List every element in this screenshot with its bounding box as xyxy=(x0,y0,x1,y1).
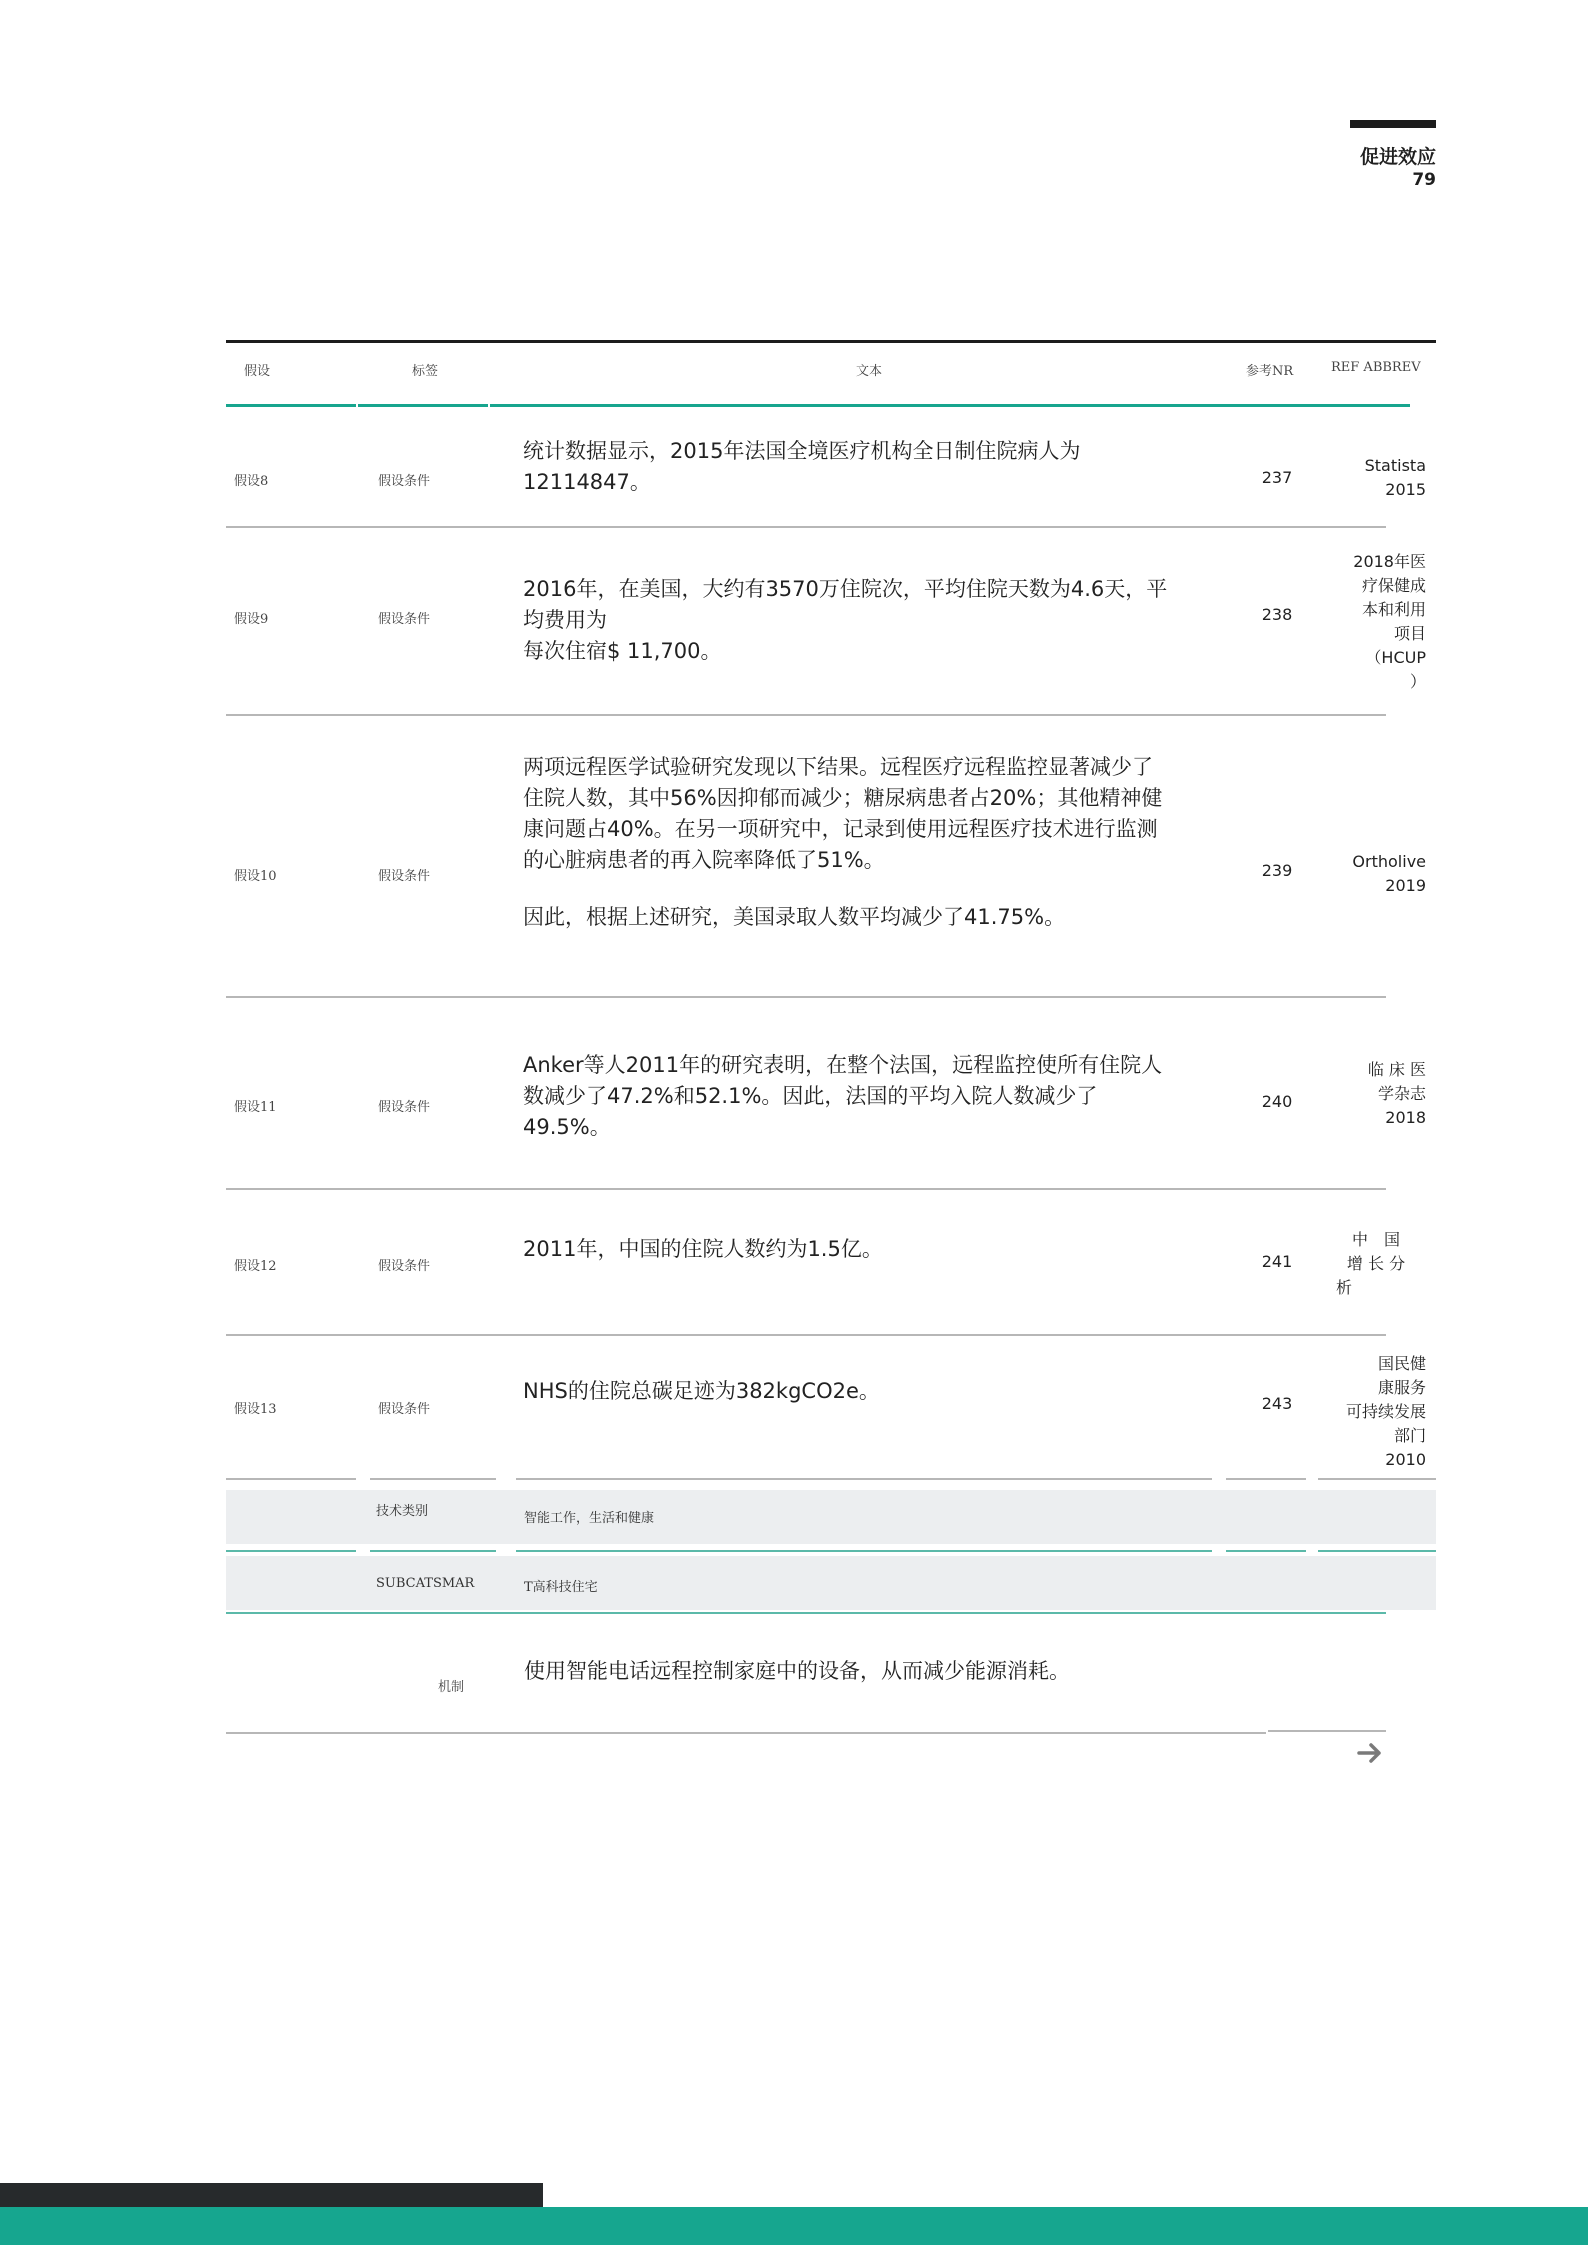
assumptions-table xyxy=(226,340,1436,1740)
row-ref-abbrev: 2018年医 疗保健成 本和利用 项目 （HCUP ） xyxy=(1353,552,1426,691)
subcategory-value: T高科技住宅 xyxy=(524,1580,598,1595)
row-id: 假设13 xyxy=(234,1402,277,1417)
row-ref-nr: 243 xyxy=(1261,1394,1293,1413)
row-ref-abbrev: 中 国 增 长 分 析 xyxy=(1336,1230,1406,1297)
row-text: 统计数据显示，2015年法国全境医疗机构全日制住院病人为12114847。 xyxy=(523,439,1081,494)
tech-category-label: 技术类别 xyxy=(376,1504,429,1519)
tech-category-band xyxy=(226,1490,1436,1544)
col-header-ref-abbrev: REF ABBREV xyxy=(1331,360,1421,375)
row-id: 假设12 xyxy=(234,1259,277,1274)
row-label: 假设条件 xyxy=(378,869,431,884)
row-id: 假设8 xyxy=(234,474,269,489)
mechanism-label: 机制 xyxy=(438,1680,465,1695)
row-ref-nr: 237 xyxy=(1261,468,1293,487)
subcategory-label: SUBCATSMAR xyxy=(376,1576,475,1591)
col-header-text: 文本 xyxy=(856,364,883,379)
mechanism-text: 使用智能电话远程控制家庭中的设备，从而减少能源消耗。 xyxy=(524,1659,1070,1683)
page-number: 79 xyxy=(1412,170,1436,190)
header-rule xyxy=(1350,120,1436,128)
row-label: 假设条件 xyxy=(378,1402,431,1417)
row-ref-nr: 238 xyxy=(1261,605,1293,624)
row-ref-nr: 239 xyxy=(1261,861,1293,880)
row-id: 假设11 xyxy=(234,1100,277,1115)
row-label: 假设条件 xyxy=(378,612,431,627)
arrow-right-icon[interactable] xyxy=(1355,1738,1385,1768)
section-title: 促进效应 xyxy=(1359,146,1436,168)
row-ref-abbrev: Statista 2015 xyxy=(1364,456,1426,499)
row-ref-abbrev: Ortholive 2019 xyxy=(1352,852,1426,895)
row-id: 假设9 xyxy=(234,612,269,627)
row-label: 假设条件 xyxy=(378,474,431,489)
row-id: 假设10 xyxy=(234,869,277,884)
tech-category-value: 智能工作，生活和健康 xyxy=(524,1511,655,1526)
row-text: 两项远程医学试验研究发现以下结果。远程医疗远程监控显著减少了住院人数，其中56%因抑郁而减少；糖尿病患者占20%；其他精神健康问题占40%。在另一项研究中，记录到使用远程医疗技术进行监测的心脏病患者的再入院率降低了51%。 因此，根据上述研究，美国录取人数平均减少了41.75%。 xyxy=(523,755,1163,929)
row-ref-abbrev: 临 床 医 学杂志 2018 xyxy=(1367,1060,1426,1127)
row-label: 假设条件 xyxy=(378,1100,431,1115)
row-ref-nr: 241 xyxy=(1261,1252,1293,1271)
row-text: 2016年，在美国，大约有3570万住院次，平均住院天数为4.6天，平均费用为 每次住宿$ 11,700。 xyxy=(523,577,1168,663)
row-label: 假设条件 xyxy=(378,1259,431,1274)
table-top-rule xyxy=(226,340,1436,343)
row-text: 2011年，中国的住院人数约为1.5亿。 xyxy=(523,1237,883,1261)
row-text: Anker等人2011年的研究表明，在整个法国，远程监控使所有住院人数减少了47.2%和52.1%。因此，法国的平均入院人数减少了49.5%。 xyxy=(523,1053,1163,1139)
col-header-ref-nr: 参考NR xyxy=(1246,364,1294,379)
row-text: NHS的住院总碳足迹为382kgCO2e。 xyxy=(523,1379,880,1403)
footer-accent-bar xyxy=(0,2207,1588,2245)
row-ref-abbrev: 国民健 康服务 可持续发展 部门 2010 xyxy=(1345,1354,1426,1469)
row-ref-nr: 240 xyxy=(1261,1092,1293,1111)
col-header-assumption: 假设 xyxy=(244,364,271,379)
col-header-label: 标签 xyxy=(412,364,439,379)
footer-dark-bar xyxy=(0,2183,543,2207)
subcategory-band xyxy=(226,1556,1436,1610)
